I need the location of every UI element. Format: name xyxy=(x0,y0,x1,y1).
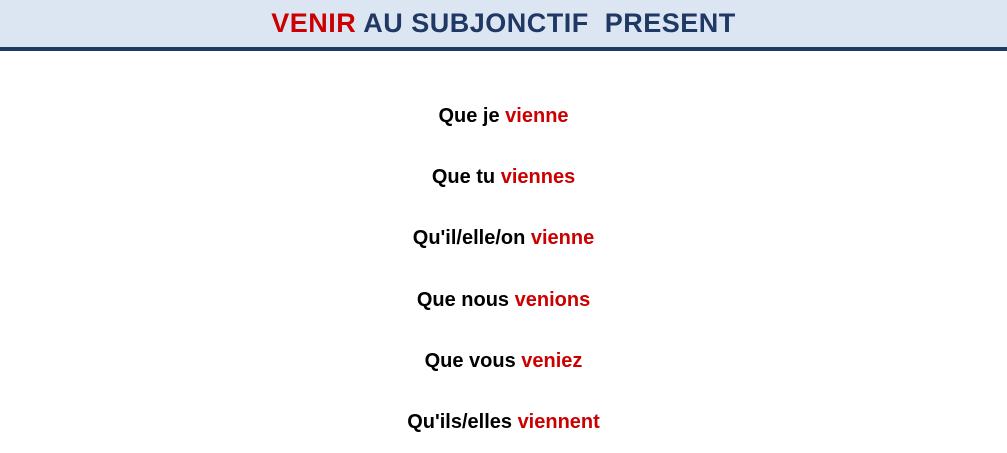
conjugation-row xyxy=(0,270,1007,331)
conjugation-pronoun: Que je xyxy=(438,105,506,128)
page-title xyxy=(0,0,1007,47)
conjugation-pronoun: Qu'ils/elles xyxy=(407,410,518,433)
conjugation-form: viennes xyxy=(500,166,576,189)
title-rest: AU SUBJONCTIF PRESENT xyxy=(356,8,736,38)
conjugation-pronoun: Que vous xyxy=(424,349,522,372)
conjugation-row xyxy=(0,147,1007,208)
conjugation-list xyxy=(0,51,1007,453)
conjugation-form: veniez xyxy=(521,349,583,372)
conjugation-row xyxy=(0,208,1007,269)
conjugation-row xyxy=(0,331,1007,392)
conjugation-pronoun: Qu'il/elle/on xyxy=(412,227,531,250)
conjugation-form: vienne xyxy=(505,105,569,128)
conjugation-row xyxy=(0,392,1007,453)
conjugation-pronoun: Que tu xyxy=(431,166,501,189)
conjugation-form: venions xyxy=(514,288,591,311)
conjugation-form: viennent xyxy=(517,410,600,433)
conjugation-pronoun: Que nous xyxy=(416,288,515,311)
title-verb: VENIR xyxy=(271,8,357,38)
conjugation-form: vienne xyxy=(530,227,595,250)
conjugation-row xyxy=(0,86,1007,147)
